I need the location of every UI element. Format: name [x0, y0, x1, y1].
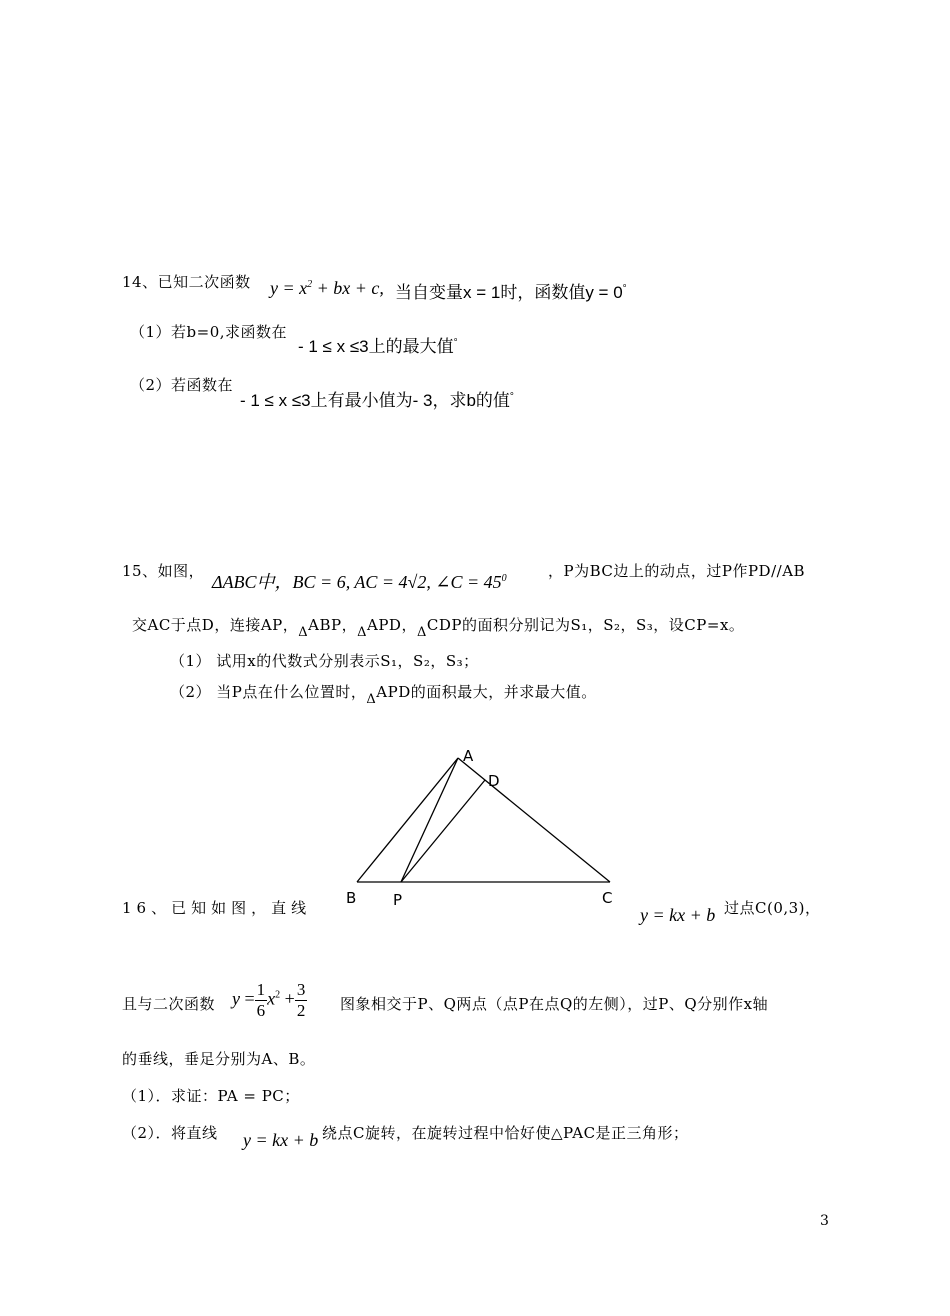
q14-condition: 当自变量x = 1时，函数值y = 0° — [395, 283, 627, 302]
q15-line2: 交AC于点D，连接AP，ΔABP，ΔAPD，ΔCDP的面积分别记为S₁，S₂，S₃，设CP=x。 — [132, 616, 745, 640]
label-a: A — [463, 747, 474, 765]
segment-ap — [401, 758, 458, 882]
q15-lead: 15、如图， — [122, 562, 205, 580]
triangle-symbol-icon: Δ — [366, 692, 377, 707]
q16-lead-tail: 过点C(0,3)， — [724, 899, 821, 917]
q14-part2-range: - 1 ≤ x ≤3上有最小值为- 3，求b的值° — [240, 391, 514, 410]
q16-line3: 的垂线，垂足分别为A、B。 — [122, 1050, 316, 1068]
q15-part1: （1） 试用x的代数式分别表示S₁，S₂，S₃； — [170, 652, 479, 670]
q16-part2-expression: y = kx + b — [243, 1130, 319, 1150]
segment-pd — [401, 780, 485, 882]
triangle-symbol-icon: Δ — [416, 625, 427, 640]
q16-line2-lead: 且与二次函数 — [122, 995, 216, 1013]
segment-ba — [357, 758, 458, 882]
q16-line-expression: y = kx + b — [640, 905, 716, 925]
triangle-figure — [340, 745, 630, 910]
q15-condition: ΔABC中，BC = 6, AC = 4√2, ∠C = $45^0$ — [212, 572, 507, 592]
q16-lead: 16、已知如图，直线 — [122, 899, 312, 917]
q14-function-expression: $y = x^2$ + bx + c, — [270, 278, 384, 298]
label-p: P — [393, 891, 403, 909]
segment-ac — [458, 758, 610, 882]
q14-part1-range: - 1 ≤ x ≤3上的最大值° — [298, 337, 458, 356]
q15-condition-tail: ，P为BC边上的动点，过P作PD//AB — [548, 562, 806, 580]
q14-part2-lead: （2）若函数在 — [130, 376, 234, 394]
triangle-symbol-icon: Δ — [357, 625, 367, 640]
page-number: 3 — [820, 1213, 830, 1229]
q14-lead: 14、已知二次函数 — [122, 273, 251, 291]
q16-part2-lead: （2）．将直线 — [122, 1124, 218, 1142]
q16-part2-tail: 绕点C旋转，在旋转过程中恰好使△PAC是正三角形； — [322, 1124, 689, 1142]
q16-part1: （1）．求证：PA = PC； — [122, 1087, 300, 1105]
q15-part2: （2） 当P点在什么位置时，ΔAPD的面积最大，并求最大值。 — [170, 683, 597, 707]
label-d: D — [488, 772, 500, 790]
triangle-symbol-icon: Δ — [298, 625, 309, 640]
label-b: B — [346, 889, 357, 907]
q16-quadratic-expression: y = $\frac{1}{6}$ $x^2$ + $\frac{3}{2}$ — [232, 980, 306, 1020]
label-c: C — [602, 889, 613, 907]
q14-part1-lead: （1）若b=0,求函数在 — [130, 323, 288, 341]
q16-line2-tail: 图象相交于P、Q两点（点P在点Q的左侧），过P、Q分别作x轴 — [340, 995, 769, 1013]
